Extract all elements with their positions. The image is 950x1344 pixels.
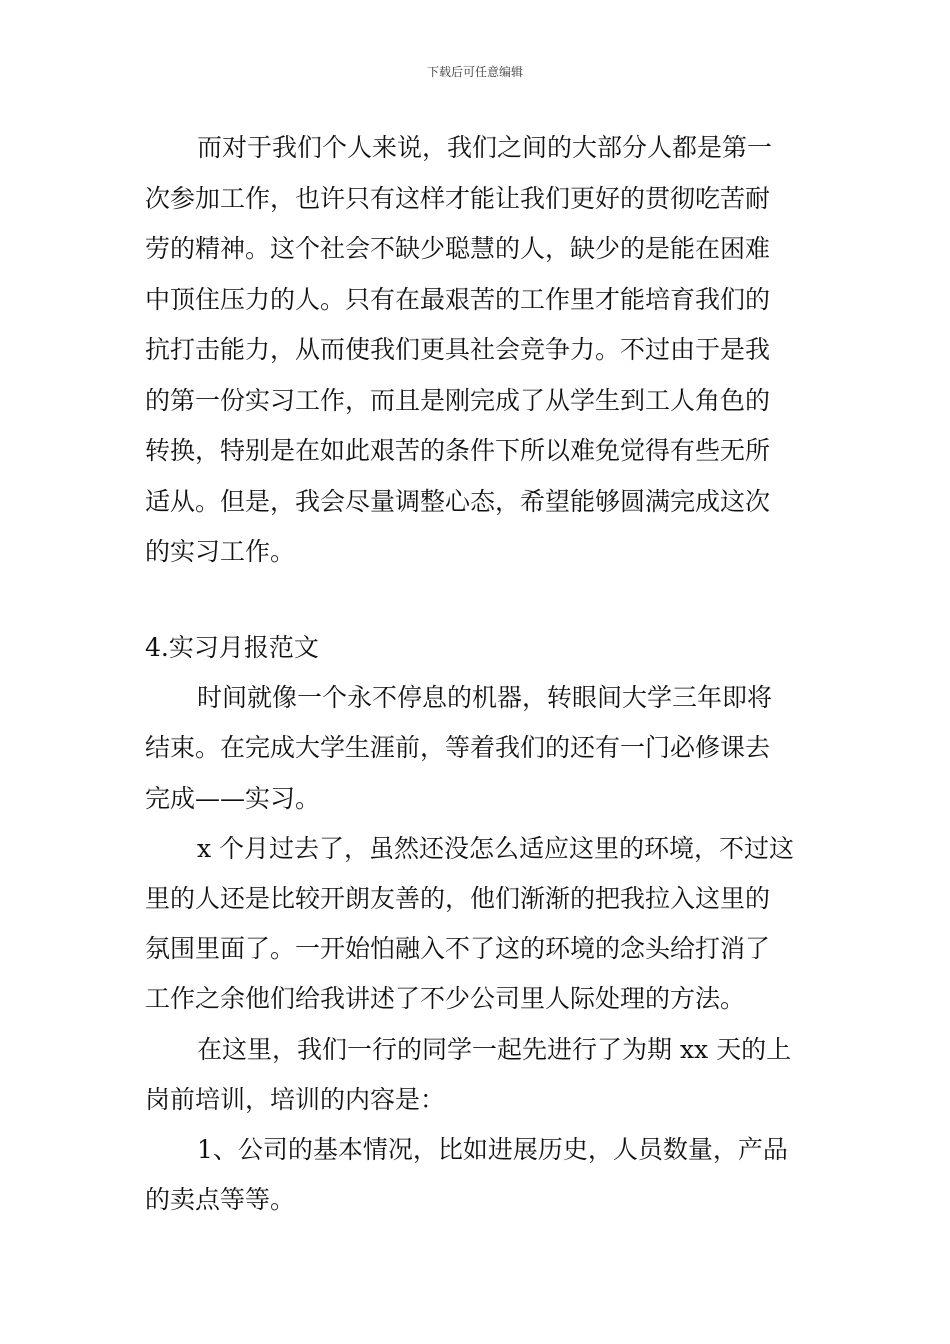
paragraph-line: 岗前培训，培训的内容是：: [145, 1085, 446, 1114]
paragraph-line: 的实习工作。: [145, 537, 296, 566]
paragraph-line: 适从。但是，我会尽量调整心态，希望能够圆满完成这次: [145, 487, 771, 516]
page-header-note: 下载后可任意编辑: [426, 65, 523, 79]
section-heading: 4.实习月报范文: [145, 633, 319, 662]
paragraph-line: 中顶住压力的人。只有在最艰苦的工作里才能培育我们的: [145, 285, 771, 314]
paragraph-line: 结束。在完成大学生涯前，等着我们的还有一门必修课去: [145, 733, 771, 762]
paragraph-line: 的第一份实习工作，而且是刚完成了从学生到工人角色的: [145, 386, 771, 415]
paragraph-line: 次参加工作，也许只有这样才能让我们更好的贯彻吃苦耐: [145, 184, 771, 213]
paragraph-line: 劳的精神。这个社会不缺少聪慧的人，缺少的是能在困难: [145, 234, 771, 263]
paragraph-line: 而对于我们个人来说，我们之间的大部分人都是第一: [197, 133, 773, 162]
list-item-line: 的卖点等等。: [145, 1185, 296, 1214]
paragraph-line: 里的人还是比较开朗友善的，他们渐渐的把我拉入这里的: [145, 884, 771, 913]
paragraph-line: 氛围里面了。一开始怕融入不了这的环境的念头给打消了: [145, 934, 771, 963]
paragraph-line: x 个月过去了，虽然还没怎么适应这里的环境，不过这: [197, 834, 795, 863]
paragraph-line: 时间就像一个永不停息的机器，转眼间大学三年即将: [197, 683, 773, 712]
paragraph-line: 工作之余他们给我讲述了不少公司里人际处理的方法。: [145, 984, 746, 1013]
paragraph-line: 转换，特别是在如此艰苦的条件下所以难免觉得有些无所: [145, 436, 771, 465]
paragraph-line: 抗打击能力，从而使我们更具社会竞争力。不过由于是我: [145, 335, 771, 364]
list-item-line: 1、公司的基本情况，比如进展历史，人员数量，产品: [197, 1135, 788, 1164]
paragraph-line: 在这里，我们一行的同学一起先进行了为期 xx 天的上: [197, 1035, 792, 1064]
paragraph-line: 完成——实习。: [145, 784, 321, 813]
